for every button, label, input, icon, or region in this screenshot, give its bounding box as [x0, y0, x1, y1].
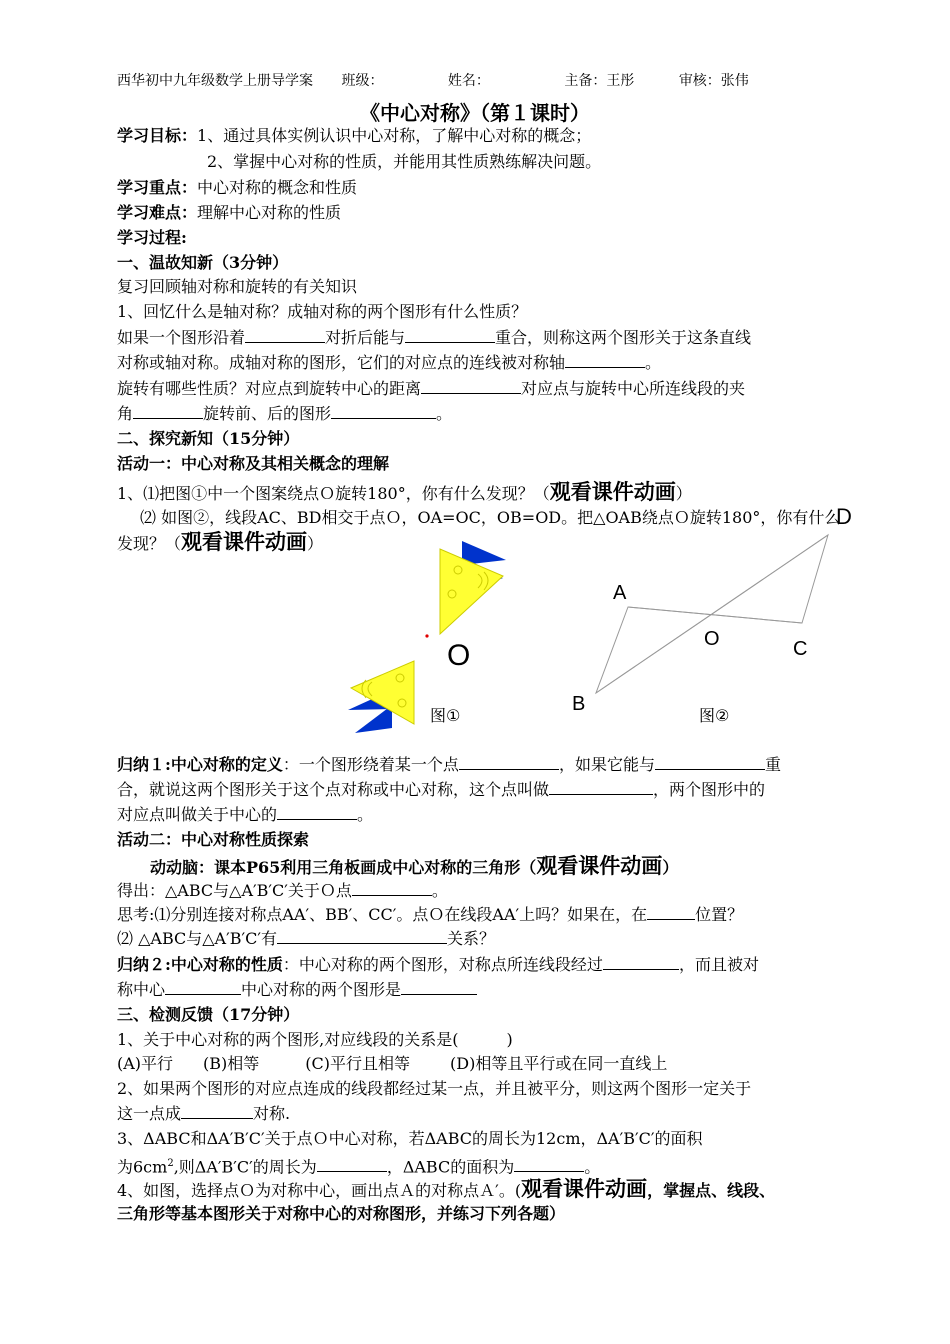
section3-q2: 2、如果两个图形的对应点连成的线段都经过某一点，并且被平分，则这两个图形一定关于	[117, 1079, 752, 1098]
result-line	[117, 880, 860, 902]
text: 。	[436, 404, 453, 423]
text: 4、如图，选择点Ｏ为对称中心，画出点Ａ的对称点Ａ′。(	[117, 1181, 522, 1200]
text: 对折后能与	[325, 328, 406, 347]
watch-animation-label: 观看课件动画	[521, 1176, 648, 1201]
option-a: (A)平行	[117, 1054, 174, 1073]
brainstorm	[150, 855, 860, 879]
text: 。	[357, 805, 374, 824]
text: ，两个图形中的	[653, 780, 766, 799]
superscript: 2	[167, 1158, 174, 1169]
author: 主备：王彤	[564, 73, 635, 89]
blank	[277, 804, 357, 820]
section2-q2: ⑵ 如图②，线段AC、BD相交于点Ｏ，OA=OC，OB=OD。把△OAB绕点Ｏ旋转180°，你有什么	[140, 508, 841, 527]
section1-intro: 复习回顾轴对称和旋转的有关知识	[117, 277, 358, 296]
point-c-label: C	[793, 638, 808, 660]
blank	[603, 954, 679, 970]
watch-animation-label: 观看课件动画	[181, 529, 308, 554]
text: 位置？	[695, 905, 744, 924]
text: ⑵ △ABC与△A′B′C′有	[117, 929, 278, 948]
text: 。	[431, 881, 448, 900]
section1-q1: 1、回忆什么是轴对称？成轴对称的两个图形有什么性质？	[117, 302, 528, 321]
blank	[655, 754, 765, 770]
process-label: 学习过程:	[117, 228, 187, 247]
blank	[317, 1156, 387, 1172]
text: 得出：△ABC与△A′B′C′关于Ｏ点	[117, 881, 352, 900]
figure-2	[572, 504, 852, 725]
summary1-label: 归纳１:中心对称的定义	[117, 755, 283, 774]
text: 合，就说这两个图形关于这个点对称或中心对称，这个点叫做	[117, 780, 550, 799]
point-b-label: B	[572, 693, 586, 715]
text: ）	[675, 484, 692, 503]
blank	[165, 979, 241, 995]
blank	[181, 1103, 253, 1119]
school-title: 西华初中九年级数学上册导学案	[117, 73, 313, 89]
summary1-line3	[117, 804, 860, 826]
figure-1	[348, 541, 506, 733]
page-title: 《中心对称》（第１课时）	[360, 101, 590, 125]
think-line1	[117, 904, 860, 926]
difficulty-text: 理解中心对称的性质	[197, 203, 342, 222]
text: ）	[662, 858, 679, 877]
summary2-line2	[117, 979, 860, 1001]
text: 为6cm	[117, 1157, 168, 1177]
section3-q1: 1、关于中心对称的两个图形,对应线段的关系是( )	[117, 1030, 513, 1049]
name-label: 姓名：	[447, 73, 490, 89]
section3-q4-cont: 三角形等基本图形关于对称中心的对称图形，并练习下列各题）	[117, 1204, 566, 1223]
summary1-line2	[117, 779, 860, 801]
goals-label: 学习目标：	[117, 126, 198, 145]
blank	[514, 1156, 584, 1172]
center-o-label: O	[447, 639, 471, 672]
blank	[352, 880, 432, 896]
section3-q3: 3、ΔABC和ΔA′B′C′关于点Ｏ中心对称，若ΔABC的周长为12cm，ΔA′B′C′的面积	[117, 1129, 703, 1148]
section3-q1-options	[117, 1053, 860, 1075]
blank	[459, 754, 559, 770]
text: ，而且被对	[678, 955, 759, 974]
section3-q4	[117, 1178, 860, 1202]
point-a-label: A	[613, 582, 627, 604]
text: 重	[764, 755, 781, 774]
summary1-line1	[117, 754, 860, 776]
section3-heading: 三、检测反馈（17分钟）	[117, 1005, 300, 1024]
figure-1-label: 图①	[430, 708, 461, 725]
section3-q3-cont	[117, 1153, 860, 1178]
key-point-text: 中心对称的概念和性质	[197, 178, 358, 197]
text: 重合，则称这两个图形关于这条直线	[495, 328, 752, 347]
text: 如果一个图形沿着	[117, 328, 246, 347]
option-c: (C)平行且相等	[305, 1054, 411, 1073]
point-o-label: O	[704, 628, 720, 650]
text: 。	[584, 1157, 601, 1177]
blank	[277, 928, 447, 944]
text: ，ΔABC的面积为	[386, 1157, 515, 1177]
text: ）	[307, 534, 324, 553]
think-line2	[117, 928, 860, 950]
figure-2-label: 图②	[699, 708, 730, 725]
option-b: (B)相等	[203, 1054, 260, 1073]
text: 动动脑：课本P65利用三角板画成中心对称的三角形（	[150, 858, 537, 877]
text: 角	[117, 404, 134, 423]
text: 对应点与旋转中心所连线段的夹	[521, 379, 746, 398]
section3-q2-cont	[117, 1103, 860, 1125]
option-d: (D)相等且平行或在同一直线上	[450, 1054, 668, 1073]
text: 发现？（	[117, 534, 182, 553]
text: 对应点叫做关于中心的	[117, 805, 278, 824]
text: 1、⑴把图①中一个图案绕点Ｏ旋转180°，你有什么发现？（	[117, 484, 550, 503]
text: 中心对称的两个图形是	[241, 980, 402, 999]
text: 思考:⑴分别连接对称点AA′、BB′、CC′。点Ｏ在线段AA′上吗？如果在，在	[117, 905, 648, 924]
text: ：一个图形绕着某一个点	[282, 755, 459, 774]
text: ：中心对称的两个图形，对称点所连线段经过	[282, 955, 603, 974]
summary2-line1	[117, 954, 860, 976]
text: 对称.	[253, 1104, 291, 1123]
center-point	[425, 634, 428, 637]
goal-1: 1、通过具体实例认识中心对称，了解中心对称的概念；	[197, 126, 592, 145]
class-label: 班级：	[341, 73, 384, 89]
text: 关系？	[447, 929, 496, 948]
blank	[401, 979, 477, 995]
text: 旋转有哪些性质？对应点到旋转中心的距离	[117, 379, 422, 398]
text: 旋转前、后的图形	[203, 404, 332, 423]
activity2-title: 活动二：中心对称性质探索	[117, 830, 310, 849]
difficulty-label: 学习难点：	[117, 203, 198, 222]
text: 。	[645, 353, 662, 372]
point-d-label: D	[836, 504, 852, 529]
activity1-title: 活动一：中心对称及其相关概念的理解	[117, 454, 390, 473]
blank	[647, 904, 695, 920]
summary2-label: 归纳２:中心对称的性质	[117, 955, 283, 974]
text: ，掌握点、线段、	[647, 1181, 776, 1200]
text: 对称或轴对称。成轴对称的图形，它们的对应点的连线被对称轴	[117, 353, 566, 372]
key-point-label: 学习重点：	[117, 178, 198, 197]
goal-line-2: 2、掌握中心对称的性质，并能用其性质熟练解决问题。	[207, 152, 602, 171]
reviewer: 审核：张伟	[678, 73, 749, 89]
text: 称中心	[117, 980, 166, 999]
watch-animation-label: 观看课件动画	[549, 479, 676, 504]
section2-heading: 二、探究新知（15分钟）	[117, 429, 300, 448]
section1-heading: 一、温故知新（3分钟）	[117, 253, 289, 272]
text: ，如果它能与	[558, 755, 655, 774]
text: ,则ΔA′B′C′的周长为	[173, 1157, 317, 1177]
text: 这一点成	[117, 1104, 182, 1123]
watch-animation-label: 观看课件动画	[536, 853, 663, 878]
blank	[549, 779, 653, 795]
